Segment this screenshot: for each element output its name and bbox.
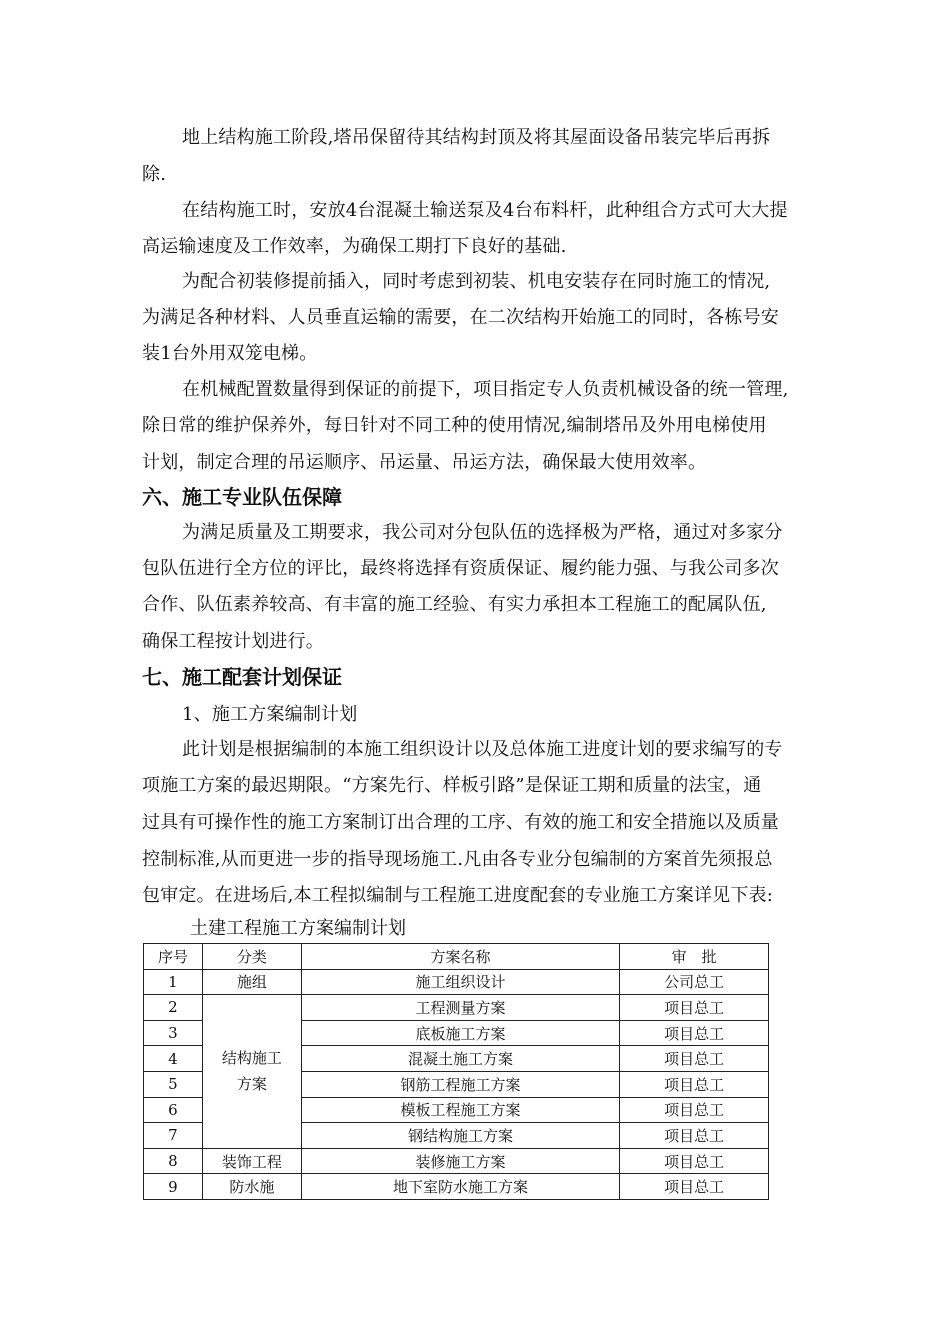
table-row <box>144 969 769 995</box>
paragraph-line: 在结构施工时，安放4台混凝土输送泵及4台布料杆，此种组合方式可大大提 <box>182 200 788 221</box>
cell-no: 2 <box>144 995 203 1021</box>
cell-plan-name: 钢结构施工方案 <box>301 1123 619 1149</box>
section-heading-7: 七、施工配套计划保证 <box>142 665 342 689</box>
table-row <box>144 995 769 1021</box>
paragraph-line: 项施工方案的最迟期限。“方案先行、样板引路”是保证工期和质量的法宝，通 <box>142 775 762 796</box>
paragraph-line: 为配合初装修提前插入，同时考虑到初装、机电安装存在同时施工的情况, <box>182 271 771 292</box>
paragraph-line: 包审定。在进场后,本工程拟编制与工程施工进度配套的专业施工方案详见下表: <box>142 885 773 906</box>
paragraph-line: 过具有可操作性的施工方案制订出合理的工序、有效的施工和安全措施以及质量 <box>142 812 779 833</box>
cell-approval: 公司总工 <box>620 969 769 995</box>
paragraph-line: 除. <box>142 164 167 185</box>
paragraph-line: 地上结构施工阶段,塔吊保留待其结构封顶及将其屋面设备吊装完毕后再拆 <box>182 127 771 148</box>
table-header-row <box>144 944 769 970</box>
cell-plan-name: 装修施工方案 <box>301 1148 619 1174</box>
header-cell-category: 分类 <box>202 944 301 970</box>
category-text: 结构施工方案 <box>221 1049 282 1094</box>
cell-plan-name: 混凝土施工方案 <box>301 1046 619 1072</box>
table-caption: 土建工程施工方案编制计划 <box>190 918 406 939</box>
cell-no: 3 <box>144 1020 203 1046</box>
paragraph-line: 合作、队伍素养较高、有丰富的施工经验、有实力承担本工程施工的配属队伍, <box>142 594 767 615</box>
cell-approval: 项目总工 <box>620 1123 769 1149</box>
cell-no: 5 <box>144 1071 203 1097</box>
paragraph-line: 高运输速度及工作效率，为确保工期打下良好的基础. <box>142 236 567 257</box>
cell-approval: 项目总工 <box>620 1020 769 1046</box>
paragraph-line: 包队伍进行全方位的评比，最终将选择有资质保证、履约能力强、与我公司多次 <box>142 558 779 579</box>
cell-category: 施组 <box>202 969 301 995</box>
paragraph-line: 为满足质量及工期要求，我公司对分包队伍的选择极为严格，通过对多家分 <box>182 522 783 543</box>
construction-plan-table <box>143 943 769 1200</box>
cell-approval: 项目总工 <box>620 1174 769 1200</box>
cell-no: 8 <box>144 1148 203 1174</box>
cell-category-merged <box>202 995 301 1149</box>
section-heading-6: 六、施工专业队伍保障 <box>142 485 342 509</box>
cell-approval: 项目总工 <box>620 1097 769 1123</box>
cell-no: 9 <box>144 1174 203 1200</box>
cell-no: 4 <box>144 1046 203 1072</box>
header-cell-approval: 审 批 <box>620 944 769 970</box>
paragraph-line: 为满足各种材料、人员垂直运输的需要，在二次结构开始施工的同时，各栋号安 <box>142 307 779 328</box>
cell-no: 1 <box>144 969 203 995</box>
paragraph-line: 确保工程按计划进行。 <box>142 631 324 652</box>
cell-category: 防水施 <box>202 1174 301 1200</box>
paragraph-line: 装1台外用双笼电梯。 <box>142 343 318 364</box>
header-cell-no: 序号 <box>144 944 203 970</box>
cell-plan-name: 地下室防水施工方案 <box>301 1174 619 1200</box>
cell-plan-name: 工程测量方案 <box>301 995 619 1021</box>
cell-no: 7 <box>144 1123 203 1149</box>
paragraph-line: 除日常的维护保养外，每日针对不同工种的使用情况,编制塔吊及外用电梯使用 <box>142 415 767 436</box>
header-cell-plan-name: 方案名称 <box>301 944 619 970</box>
table-row <box>144 1174 769 1200</box>
cell-approval: 项目总工 <box>620 1071 769 1097</box>
cell-plan-name: 底板施工方案 <box>301 1020 619 1046</box>
paragraph-line: 在机械配置数量得到保证的前提下，项目指定专人负责机械设备的统一管理, <box>182 379 789 400</box>
cell-plan-name: 模板工程施工方案 <box>301 1097 619 1123</box>
cell-plan-name: 施工组织设计 <box>301 969 619 995</box>
paragraph-line: 控制标准,从而更进一步的指导现场施工.凡由各专业分包编制的方案首先须报总 <box>142 849 773 870</box>
paragraph-line: 此计划是根据编制的本施工组织设计以及总体施工进度计划的要求编写的专 <box>182 739 783 760</box>
table-row <box>144 1148 769 1174</box>
cell-approval: 项目总工 <box>620 1148 769 1174</box>
cell-category: 装饰工程 <box>202 1148 301 1174</box>
cell-approval: 项目总工 <box>620 995 769 1021</box>
subsection-title: 1、施工方案编制计划 <box>182 704 358 725</box>
cell-approval: 项目总工 <box>620 1046 769 1072</box>
cell-plan-name: 钢筋工程施工方案 <box>301 1071 619 1097</box>
cell-no: 6 <box>144 1097 203 1123</box>
paragraph-line: 计划，制定合理的吊运顺序、吊运量、吊运方法，确保最大使用效率。 <box>142 452 707 473</box>
